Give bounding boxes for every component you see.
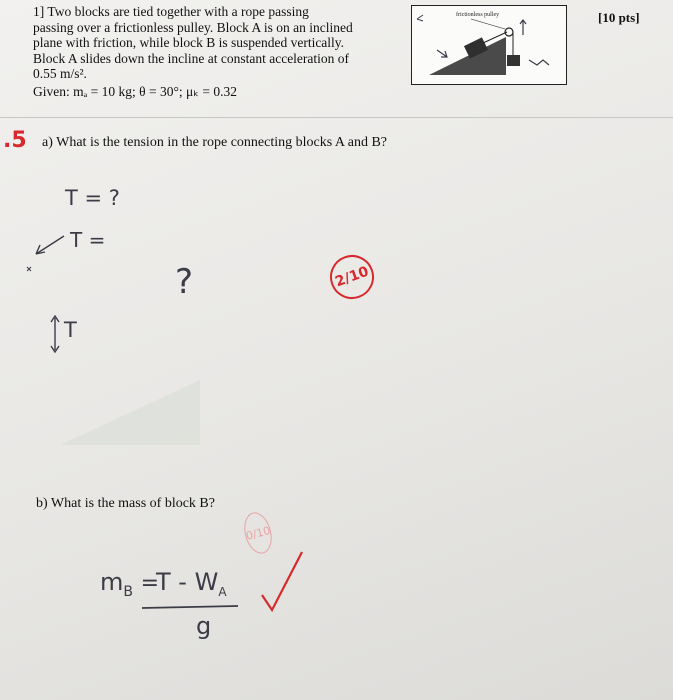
grade-a-text: 2/10: [333, 263, 371, 291]
problem-line-3: plane with friction, while block B is suspended vertically.: [33, 35, 345, 51]
section-divider: [0, 117, 673, 118]
work-numerator: [156, 568, 227, 599]
problem-line-4: Block A slides down the incline at constant acceleration of: [33, 50, 350, 66]
work-mass-formula: $m_B$ =: [100, 568, 160, 600]
problem-line-2: passing over a frictionless pulley. Block A is on an inclined: [33, 19, 353, 35]
problem-line-5: 0.55 m/s².: [33, 66, 87, 82]
question-b-text: b) What is the mass of block B?: [36, 496, 215, 511]
work-denominator: g: [196, 612, 212, 640]
diagram-pulley-label: frictionless pulley: [456, 12, 500, 18]
problem-number: 1]: [33, 4, 45, 19]
given-values: Given: mₐ = 10 kg; θ = 30°; μₖ = 0.32: [33, 84, 238, 99]
work-tension-unknown: T = ?: [65, 186, 120, 210]
problem-line-1: Two blocks are tied together with a rope passing: [47, 4, 309, 19]
problem-statement: [33, 4, 403, 82]
mass-symbol: m: [100, 568, 124, 596]
incline-pulley-diagram: [411, 5, 567, 85]
work-tension-equals: T =: [70, 228, 106, 252]
grade-b-text: 0/10: [244, 523, 272, 543]
question-a-text: a) What is the tension in the rope connecting blocks A and B?: [42, 135, 387, 150]
numerator-text: T - W: [156, 568, 219, 596]
points-label: [10 pts]: [598, 10, 640, 25]
work-question-mark: ?: [175, 262, 194, 302]
work-tension-vertical: T: [64, 318, 77, 342]
score-mark-a: .5: [3, 128, 27, 153]
bleed-through-text: [300, 355, 630, 371]
weight-subscript: A: [218, 584, 227, 599]
mass-subscript: B: [123, 583, 133, 600]
